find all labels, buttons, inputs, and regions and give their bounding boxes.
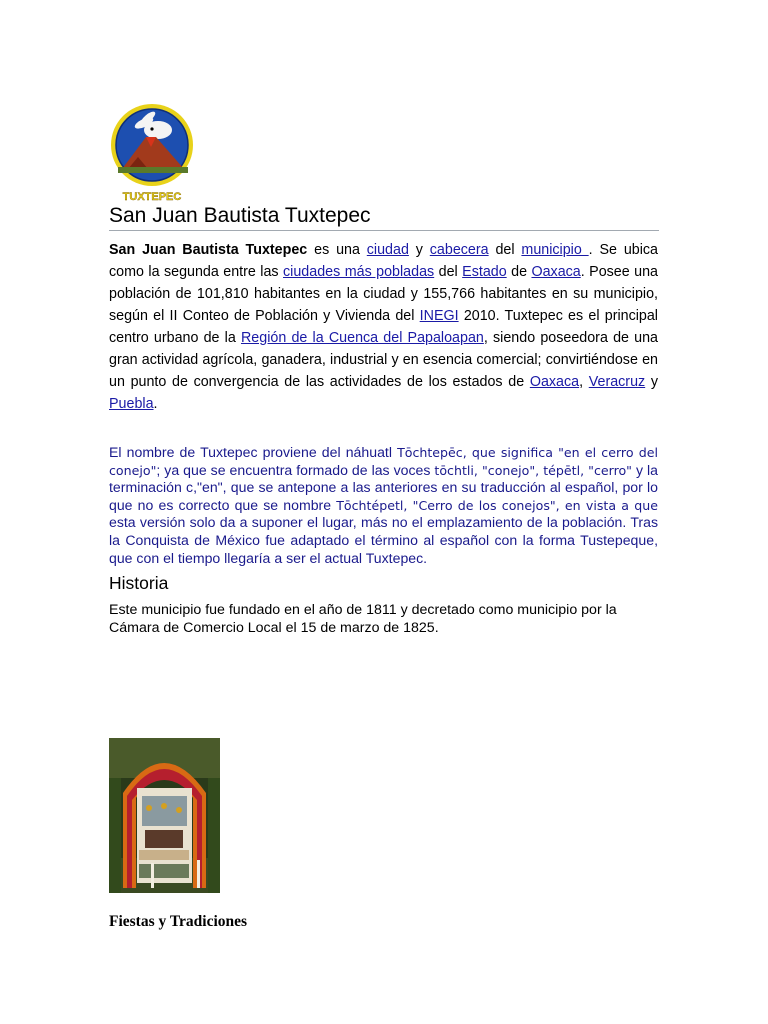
intro-text: y <box>408 242 430 258</box>
intro-text: del <box>488 242 522 258</box>
link-ciudades-mas-pobladas[interactable]: ciudades más pobladas <box>283 264 435 280</box>
intro-text: , <box>579 374 589 390</box>
link-oaxaca[interactable]: Oaxaca <box>531 264 581 280</box>
intro-text: y <box>645 374 658 390</box>
page-title: San Juan Bautista Tuxtepec <box>109 203 659 231</box>
link-region-papaloapan[interactable]: Región de la Cuenca del Papaloapan <box>240 330 484 346</box>
etymology-nahuatl-term: Tōchtepēc, que significa "en el cerro del conejo" <box>109 445 658 478</box>
link-veracruz[interactable]: Veracruz <box>588 374 646 390</box>
altar-photo <box>109 738 220 893</box>
link-ciudad[interactable]: ciudad <box>366 242 409 258</box>
fiestas-heading: Fiestas y Tradiciones <box>109 913 248 930</box>
intro-text: es una <box>307 242 367 258</box>
etymology-text: ; ya que se encuentra formado de las voces <box>156 461 435 478</box>
etymology-nahuatl-term: tōchtli, "conejo", tépētl, "cerro" <box>434 462 632 478</box>
city-name-bold: San Juan Bautista Tuxtepec <box>109 242 308 258</box>
logo-lettering: TUXTEPEC <box>122 191 182 203</box>
historia-paragraph: Este municipio fue fundado en el año de 1811 y decretado como municipio por la Cámara de Comercio Local el 15 de marzo de 1825. <box>109 602 617 636</box>
link-oaxaca-state[interactable]: Oaxaca <box>529 374 580 390</box>
intro-paragraph <box>109 239 658 415</box>
intro-text: . Posee una población de 101,810 habitantes en la ciudad y 155,766 habitantes en su municipio, según el II Conteo de Población y Vivienda del <box>109 264 658 324</box>
link-municipio[interactable]: municipio <box>521 242 589 258</box>
intro-text: , siendo poseedora de una gran actividad agrícola, ganadera, industrial y en esencia comercial; convirtiéndose en un punto de convergencia de las actividades de los estados de <box>109 330 658 390</box>
etymology-paragraph <box>109 444 658 567</box>
historia-heading: Historia <box>109 573 169 593</box>
link-cabecera[interactable]: cabecera <box>429 242 489 258</box>
intro-text: . Se ubica como la segunda entre las <box>109 242 658 280</box>
intro-text: de <box>506 264 532 280</box>
link-puebla[interactable]: Puebla <box>109 396 154 412</box>
etymology-text: y la terminación c,"en", que se antepone a las anteriores en su traducción al español, por lo que no es correcto que se nombre <box>109 461 658 513</box>
link-inegi[interactable]: INEGI <box>419 308 459 324</box>
etymology-text: El nombre de Tuxtepec proviene del náhuatl <box>109 444 398 460</box>
intro-text: . <box>153 396 158 412</box>
tuxtepec-logo <box>108 103 198 203</box>
intro-text: 2010. Tuxtepec es el principal centro urbano de la <box>109 308 658 346</box>
etymology-text: esta versión solo da a suponer el lugar, más no el emplazamiento de la población. Tras la Conquista de México fue adaptado el término al español con la forma Tustepeque, que con el tiempo llegaría a ser el actual Tuxtepec. <box>109 514 658 566</box>
etymology-nahuatl-term: Tōchtépetl, "Cerro de los conejos", en vista a que <box>336 497 658 513</box>
intro-text: del <box>434 264 463 280</box>
link-estado[interactable]: Estado <box>462 264 507 280</box>
